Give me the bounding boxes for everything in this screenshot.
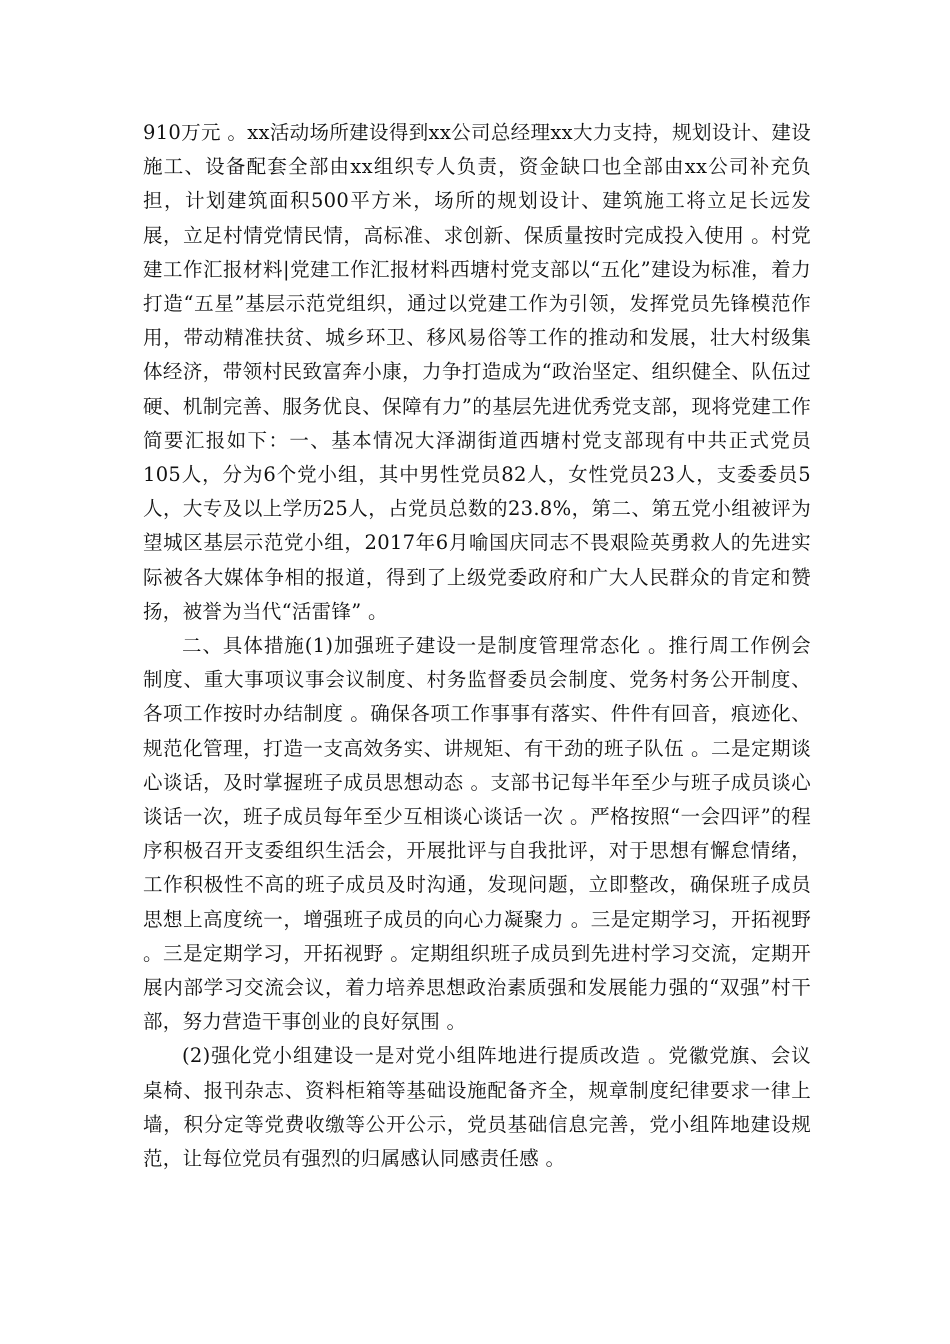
paragraph-2: 二、具体措施(1)加强班子建设一是制度管理常态化 。推行周工作例会制度、重大事项议事会议制度、村务监督委员会制度、党务村务公开制度、各项工作按时办结制度 。确保各项工作事事有落实、件件有回音，痕迹化、规范化管理，打造一支高效务实、讲规矩、有干劲的班子队伍 。二是定期谈心谈话，及时掌握班子成员思想动态 。支部书记每半年至少与班子成员谈心谈话一次，班子成员每年至少互相谈心谈话一次 。严格按照“一会四评”的程序积极召开支委组织生活会，开展批评与自我批评，对于思想有懈怠情绪，工作积极性不高的班子成员及时沟通，发现问题，立即整改，确保班子成员思想上高度统一，增强班子成员的向心力凝聚力 。三是定期学习，开拓视野 。三是定期学习，开拓视野 。定期组织班子成员到先进村学习交流，定期开展内部学习交流会议，着力培养思想政治素质强和发展能力强的“双强”村干部，努力营造干事创业的良好氛围 。: [143, 634, 811, 1034]
document-body: [143, 116, 811, 1176]
paragraph-3: (2)强化党小组建设一是对党小组阵地进行提质改造 。党徽党旗、会议桌椅、报刊杂志、资料柜箱等基础设施配备齐全，规章制度纪律要求一律上墙，积分定等党费收缴等公开公示，党员基础信息完善，党小组阵地建设规范，让每位党员有强烈的归属感认同感责任感 。: [143, 1044, 811, 1171]
paragraph-1: 910万元 。xx活动场所建设得到xx公司总经理xx大力支持，规划设计、建设施工、设备配套全部由xx组织专人负责，资金缺口也全部由xx公司补充负担，计划建筑面积500平方米，场所的规划设计、建筑施工将立足长远发展，立足村情党情民情，高标准、求创新、保质量按时完成投入使用 。村党建工作汇报材料|党建工作汇报材料西塘村党支部以“五化”建设为标准，着力打造“五星”基层示范党组织，通过以党建工作为引领，发挥党员先锋模范作用，带动精准扶贫、城乡环卫、移风易俗等工作的推动和发展，壮大村级集体经济，带领村民致富奔小康，力争打造成为“政治坚定、组织健全、队伍过硬、机制完善、服务优良、保障有力”的基层先进优秀党支部，现将党建工作简要汇报如下：一、基本情况大泽湖街道西塘村党支部现有中共正式党员105人，分为6个党小组，其中男性党员82人，女性党员23人，支委委员5人，大专及以上学历25人，占党员总数的23.8%，第二、第五党小组被评为望城区基层示范党小组，2017年6月喻国庆同志不畏艰险英勇救人的先进实际被各大媒体争相的报道，得到了上级党委政府和广大人民群众的肯定和赞扬，被誉为当代“活雷锋” 。: [143, 121, 811, 623]
